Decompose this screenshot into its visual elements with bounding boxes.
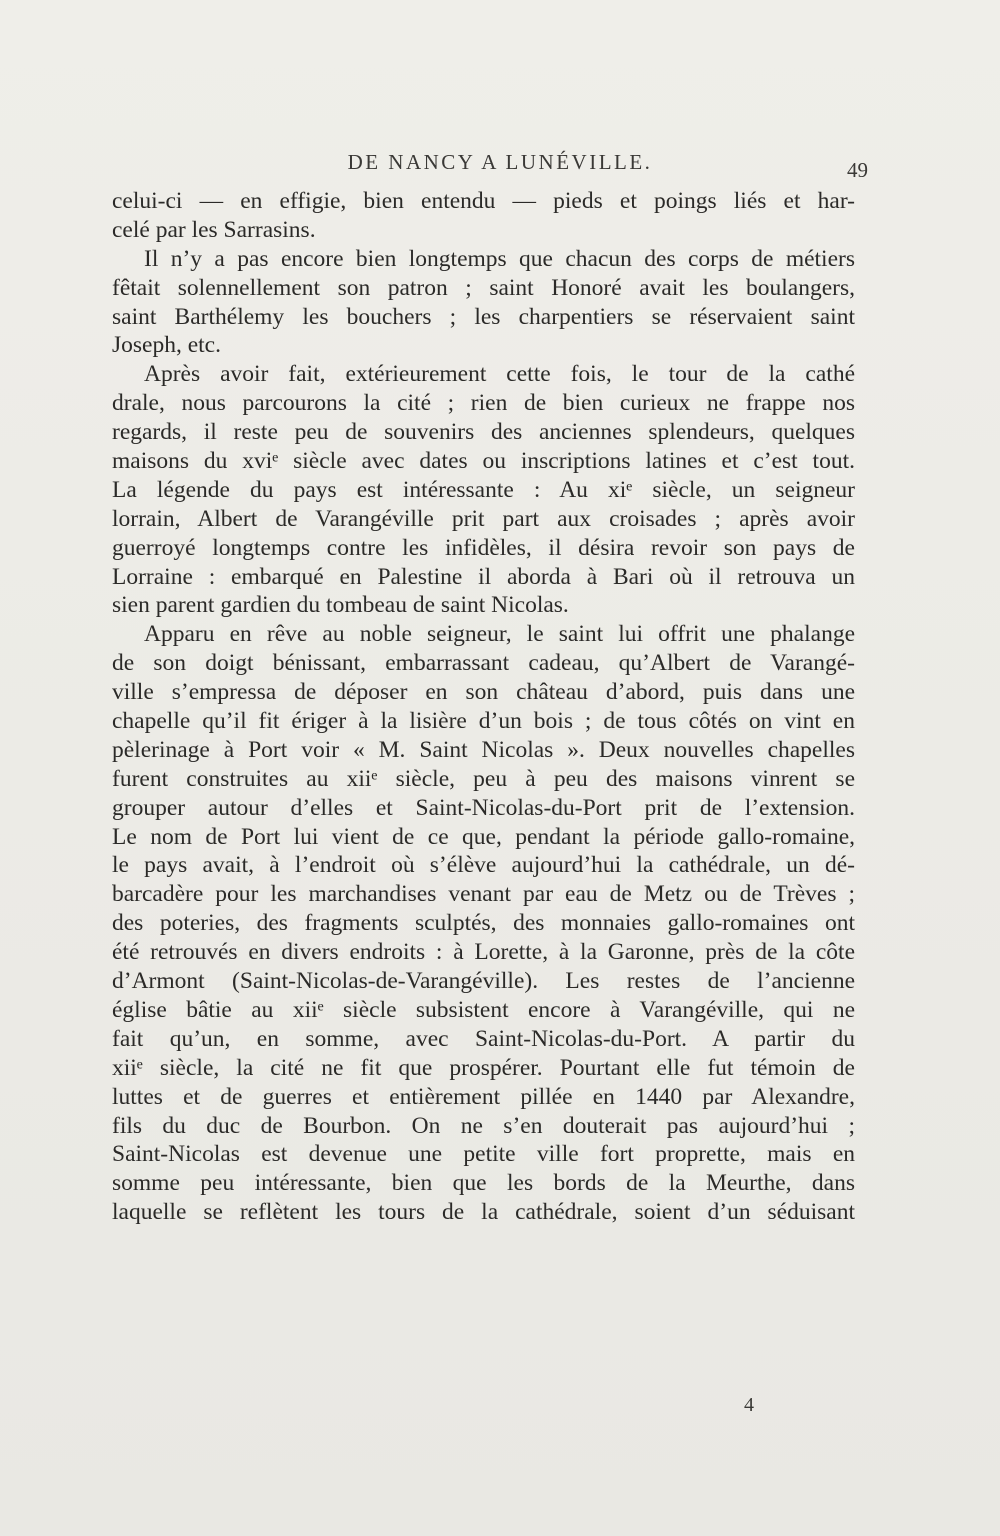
text-line: Joseph, etc. — [112, 332, 221, 359]
text-line: grouper autour d’elles et Saint-Nicolas-du-Port prit de l’extension. — [112, 794, 855, 821]
text-line: Le nom de Port lui vient de ce que, pendant la période gallo-romaine, — [112, 823, 855, 850]
text-line: Apparu en rêve au noble seigneur, le saint lui offrit une phalange — [144, 621, 855, 648]
text-line: La légende du pays est intéressante : Au xiᵉ siècle, un seigneur — [112, 476, 855, 503]
text-line: sien parent gardien du tombeau de saint Nicolas. — [112, 592, 569, 619]
text-line: xiiᵉ siècle, la cité ne fit que prospérer. Pourtant elle fut témoin de — [112, 1054, 855, 1081]
text-line: fils du duc de Bourbon. On ne s’en douterait pas aujourd’hui ; — [112, 1112, 855, 1139]
text-line: luttes et de guerres et entièrement pillée en 1440 par Alexandre, — [112, 1083, 855, 1110]
text-line: Après avoir fait, extérieurement cette fois, le tour de la cathé — [144, 361, 855, 388]
text-line: de son doigt bénissant, embarrassant cadeau, qu’Albert de Varangé- — [112, 650, 855, 677]
text-line: regards, il reste peu de souvenirs des anciennes splendeurs, quelques — [112, 419, 855, 446]
text-line: pèlerinage à Port voir « M. Saint Nicolas ». Deux nouvelles chapelles — [112, 736, 855, 763]
text-line: guerroyé longtemps contre les infidèles, il désira revoir son pays de — [112, 534, 855, 561]
text-line: été retrouvés en divers endroits : à Lorette, à la Garonne, près de la côte — [112, 939, 855, 966]
text-line: Il n’y a pas encore bien longtemps que chacun des corps de métiers — [144, 245, 855, 272]
text-line: lorrain, Albert de Varangéville prit part aux croisades ; après avoir — [112, 505, 855, 532]
running-head: DE NANCY A LUNÉVILLE. — [347, 150, 653, 174]
text-line: des poteries, des fragments sculptés, des monnaies gallo-romaines ont — [112, 910, 855, 937]
text-line: barcadère pour les marchandises venant par eau de Metz ou de Trèves ; — [112, 881, 855, 908]
text-line: drale, nous parcourons la cité ; rien de bien curieux ne frappe nos — [112, 390, 855, 417]
text-line: fêtait solennellement son patron ; saint Honoré avait les boulangers, — [112, 274, 855, 301]
text-line: chapelle qu’il fit ériger à la lisière d’un bois ; de tous côtés on vint en — [112, 708, 855, 735]
text-line: d’Armont (Saint-Nicolas-de-Varangéville). Les restes de l’ancienne — [112, 968, 855, 995]
text-line: église bâtie au xiiᵉ siècle subsistent encore à Varangéville, qui ne — [112, 996, 855, 1023]
text-line: Saint-Nicolas est devenue une petite ville fort proprette, mais en — [112, 1141, 855, 1168]
text-line: laquelle se reflètent les tours de la cathédrale, soient d’un séduisant — [112, 1199, 855, 1226]
text-line: fait qu’un, en somme, avec Saint-Nicolas-du-Port. A partir du — [112, 1025, 855, 1052]
text-line: le pays avait, à l’endroit où s’élève aujourd’hui la cathédrale, un dé- — [112, 852, 855, 879]
text-line: furent construites au xiiᵉ siècle, peu à peu des maisons vinrent se — [112, 765, 855, 792]
signature-mark: 4 — [744, 1394, 754, 1416]
page-number: 49 — [847, 158, 868, 182]
text-line: celé par les Sarrasins. — [112, 216, 316, 243]
text-line: maisons du xviᵉ siècle avec dates ou inscriptions latines et c’est tout. — [112, 448, 855, 475]
text-line: Lorraine : embarqué en Palestine il aborda à Bari où il retrouva un — [112, 563, 855, 590]
body-text — [112, 187, 855, 1227]
text-line: saint Barthélemy les bouchers ; les charpentiers se réservaient saint — [112, 303, 855, 330]
text-line: celui-ci — en effigie, bien entendu — pieds et poings liés et har- — [112, 188, 855, 214]
text-line: somme peu intéressante, bien que les bords de la Meurthe, dans — [112, 1170, 855, 1197]
text-line: ville s’empressa de déposer en son château d’abord, puis dans une — [112, 679, 855, 706]
